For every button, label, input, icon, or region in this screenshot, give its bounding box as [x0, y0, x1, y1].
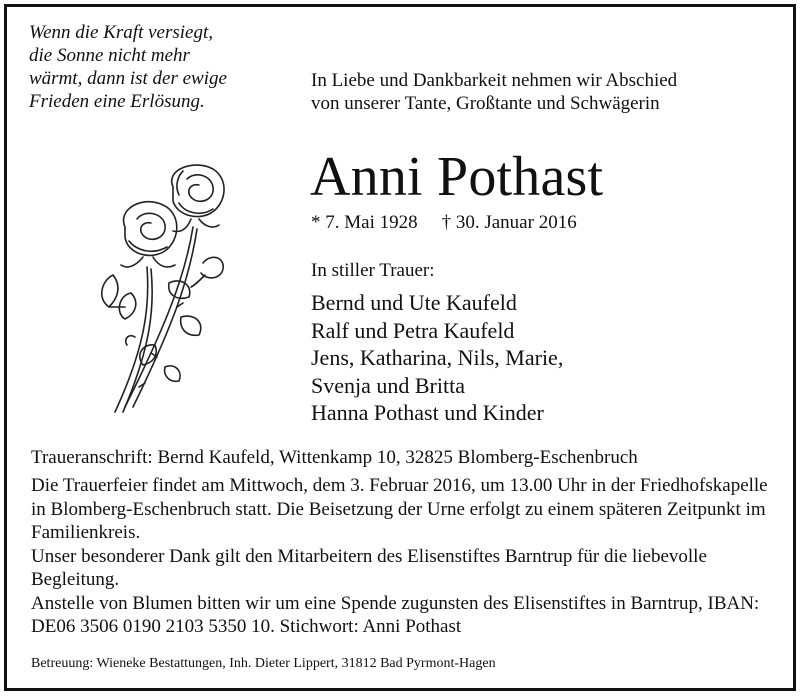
mourner-entry: Hanna Pothast und Kinder — [311, 400, 544, 425]
deceased-name: Anni Pothast — [310, 146, 604, 208]
funeral-home-credit: Betreuung: Wieneke Bestattungen, Inh. Dieter Lippert, 31812 Bad Pyrmont-Hagen — [31, 656, 496, 671]
life-dates — [311, 211, 577, 235]
poem — [29, 21, 227, 113]
thanks-paragraph: Unser besonderer Dank gilt den Mitarbeitern des Elisenstiftes Barntrup für die liebevolle Begleitung. — [31, 545, 707, 590]
mourner-entry: Bernd und Ute Kaufeld — [311, 290, 517, 315]
poem-line: wärmt, dann ist der ewige — [29, 68, 227, 89]
intro-line: In Liebe und Dankbarkeit nehmen wir Abschied — [311, 70, 678, 91]
mourner-entry: Svenja und Britta — [311, 372, 465, 398]
obituary-card — [4, 4, 796, 691]
poem-line: die Sonne nicht mehr — [29, 45, 190, 66]
mourner-entry: Ralf und Petra Kaufeld — [311, 317, 515, 343]
mourning-label: In stiller Trauer: — [311, 260, 435, 281]
poem-line: Wenn die Kraft versiegt, — [29, 22, 213, 43]
birth-date: * 7. Mai 1928 — [311, 212, 418, 233]
intro-text — [311, 69, 677, 115]
rose-illustration-icon — [95, 157, 245, 427]
intro-line: von unserer Tante, Großtante und Schwägerin — [311, 93, 660, 114]
death-date: † 30. Januar 2016 — [441, 212, 577, 233]
mourner-entry: Jens, Katharina, Nils, Marie, — [311, 345, 564, 370]
ceremony-paragraph: Die Trauerfeier findet am Mittwoch, dem 3. Februar 2016, um 13.00 Uhr in der Friedhofskapelle in Blomberg-Eschenbruch statt. Die Beisetzung der Urne erfolgt zu einem späteren Zeitpunkt im Familienkreis. — [31, 475, 768, 543]
poem-line: Frieden eine Erlösung. — [29, 91, 205, 112]
donation-paragraph: Anstelle von Blumen bitten wir um eine Spende zugunsten des Elisenstiftes in Barntrup, IBAN: DE06 3506 0190 2103 5350 10. Stichwort: Anni Pothast — [31, 592, 760, 637]
mourners-list — [311, 289, 563, 427]
notice-text — [31, 474, 781, 639]
mourning-address: Traueranschrift: Bernd Kaufeld, Wittenkamp 10, 32825 Blomberg-Eschenbruch — [31, 447, 638, 468]
